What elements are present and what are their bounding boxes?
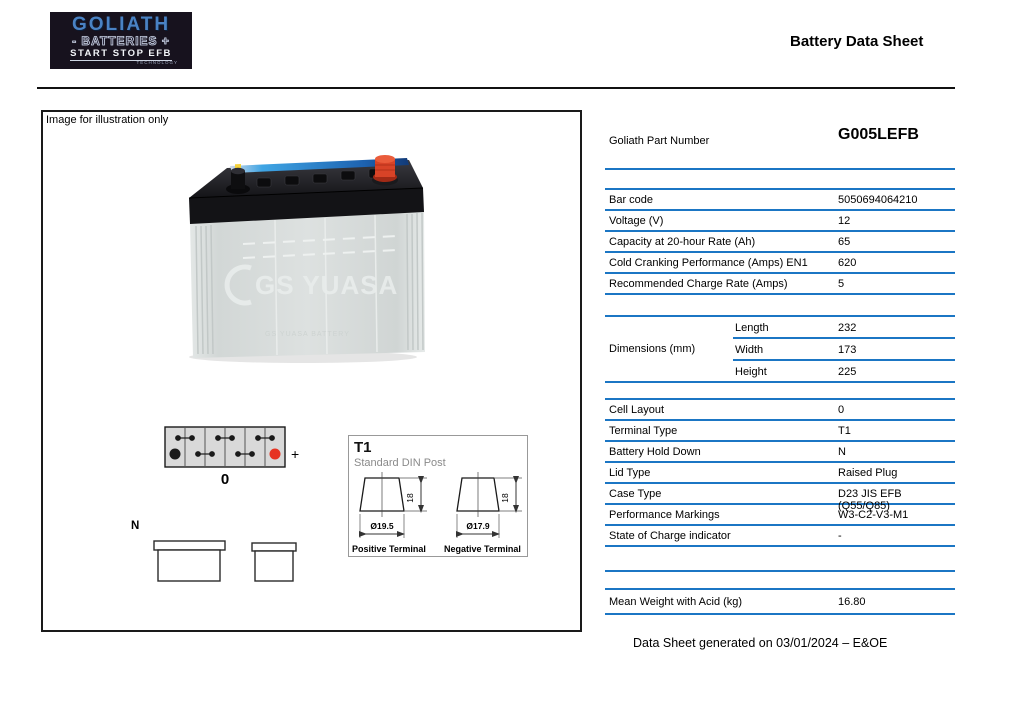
table-row: [605, 339, 955, 361]
generated-date-text: Data Sheet generated on 03/01/2024 – E&OE: [633, 636, 888, 650]
table-row: [605, 361, 955, 383]
row-label: Height: [735, 366, 767, 378]
row-value: 173: [838, 344, 857, 356]
table-row: [605, 400, 955, 421]
table-row-weight: [605, 590, 955, 615]
row-label: Performance Markings: [609, 509, 720, 521]
hold-down-diagram: [125, 515, 310, 587]
row-label: Terminal Type: [609, 425, 678, 437]
row-value: 620: [838, 257, 857, 269]
table-row: [605, 211, 955, 232]
separator-line: [605, 168, 955, 170]
dimensions-group: [605, 315, 955, 383]
row-value: Raised Plug: [838, 467, 898, 479]
row-label: State of Charge indicator: [609, 530, 731, 542]
row-value: W3-C2-V3-M1: [838, 509, 909, 521]
table-row: [605, 526, 955, 547]
general-rows: [605, 190, 955, 295]
row-label: Cold Cranking Performance (Amps) EN1: [609, 257, 808, 269]
row-label: Mean Weight with Acid (kg): [609, 596, 743, 608]
row-value: T1: [838, 425, 851, 437]
row-label: Bar code: [609, 194, 654, 206]
positive-height-label: 18: [405, 493, 415, 503]
row-label: Recommended Charge Rate (Amps): [609, 278, 788, 290]
negative-pole-dot: [170, 449, 181, 460]
row-value: 16.80: [838, 596, 866, 608]
table-row: [605, 505, 955, 526]
table-row: [605, 253, 955, 274]
terminal-name: Standard DIN Post: [354, 457, 446, 469]
battery-photo: [185, 152, 429, 366]
logo-technology-text: TECHNOLOGY: [136, 60, 178, 66]
negative-terminal-label: Negative Terminal: [444, 544, 521, 554]
negative-post-drawing: [444, 472, 522, 554]
row-value: 5: [838, 278, 845, 290]
row-value: 232: [838, 322, 857, 334]
terminal-diagram-box: [348, 435, 528, 557]
row-value: 12: [838, 215, 851, 227]
row-value: N: [838, 446, 846, 458]
row-label: Battery Hold Down: [609, 446, 701, 458]
positive-terminal-label: Positive Terminal: [352, 544, 426, 554]
row-label: Lid Type: [609, 467, 651, 479]
part-number-label: Goliath Part Number: [609, 135, 710, 147]
battery-label-mark: [235, 164, 241, 168]
table-row: [605, 274, 955, 295]
table-row: [605, 484, 955, 512]
table-row: [605, 463, 955, 484]
logo-batteries-text: - BATTERIES +: [72, 33, 170, 48]
separator-line: [605, 570, 955, 572]
row-value: -: [838, 530, 842, 542]
cell-layout-code: 0: [220, 471, 230, 488]
dimensions-label: Dimensions (mm): [609, 343, 696, 355]
part-number-value: G005LEFB: [838, 126, 919, 143]
terminal-diagram: [349, 436, 527, 556]
page-title: Battery Data Sheet: [790, 33, 924, 50]
cell-layout-diagram: [162, 424, 306, 488]
svg-text:GS YUASA: GS YUASA: [255, 270, 399, 300]
row-value: 0: [838, 404, 845, 416]
battery-small-print: GS YUASA BATTERY: [265, 331, 350, 338]
table-row: [605, 232, 955, 253]
detail-rows: [605, 400, 955, 547]
table-row: [605, 190, 955, 211]
row-value: D23 JIS EFB (Q55/Q85): [838, 488, 902, 512]
logo-brand-text: GOLIATH: [71, 13, 171, 35]
table-row: [605, 421, 955, 442]
logo-startstop-text: START STOP EFB: [70, 48, 172, 60]
positive-pole-dot: [270, 449, 281, 460]
negative-diameter-label: Ø17.9: [466, 521, 490, 531]
negative-height-label: 18: [500, 493, 510, 503]
positive-post-drawing: [352, 472, 427, 554]
row-label: Width: [735, 344, 764, 356]
row-label: Voltage (V): [609, 215, 664, 227]
positive-diameter-label: Ø19.5: [370, 521, 394, 531]
row-label: Length: [735, 322, 769, 334]
table-row: [605, 442, 955, 463]
row-value: 5050694064210: [838, 194, 918, 206]
table-row: [605, 317, 955, 339]
row-value: 225: [838, 366, 857, 378]
row-value: 65: [838, 236, 851, 248]
positive-terminal-cap: [372, 155, 398, 186]
row-label: Capacity at 20-hour Rate (Ah): [609, 236, 756, 248]
plus-sign: +: [291, 446, 300, 462]
goliath-logo: [50, 12, 192, 69]
terminal-code: T1: [354, 439, 372, 456]
row-label: Cell Layout: [609, 404, 665, 416]
illustration-caption: Image for illustration only: [46, 114, 169, 126]
row-label: Case Type: [609, 488, 662, 500]
header-divider: [37, 87, 955, 89]
hold-down-code: N: [131, 520, 140, 532]
illustration-panel: [41, 110, 582, 632]
